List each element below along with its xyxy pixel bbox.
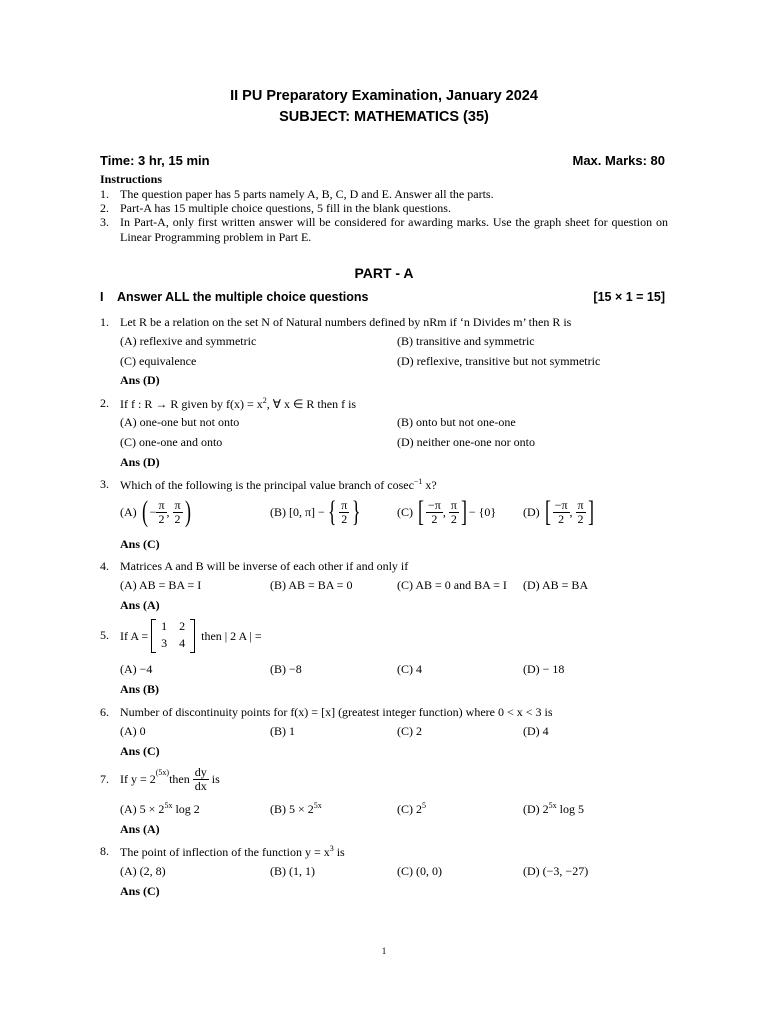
- instruction-num: 2.: [100, 201, 109, 215]
- option-c: (C) one-one and onto: [120, 435, 223, 449]
- option-b: (B) 1: [270, 724, 295, 738]
- option-d: (D) 4: [523, 724, 549, 738]
- option-a: (A) −4: [120, 662, 153, 676]
- option-c: (C) 4: [397, 662, 422, 676]
- question-number: 4.: [100, 559, 109, 573]
- option-b: (B) AB = BA = 0: [270, 578, 353, 592]
- page-number: 1: [381, 946, 387, 956]
- option-a: (A) reflexive and symmetric: [120, 334, 257, 348]
- question-text: The point of inflection of the function $y = x^3$ is: [120, 844, 345, 859]
- instructions-heading: Instructions: [100, 172, 163, 186]
- max-marks: Max. Marks: 80: [572, 153, 665, 168]
- instruction-text-cont: Linear Programming problem in Part E.: [120, 230, 312, 244]
- question-text: If A = 1 2 3 4 then | 2 A | =: [120, 617, 262, 655]
- answer: Ans (A): [120, 598, 160, 612]
- question-number: 3.: [100, 477, 109, 491]
- option-a: (A) $5 \times 2^{5x}$ log 2: [120, 801, 200, 816]
- answer: Ans (C): [120, 744, 160, 758]
- answer: Ans (D): [120, 373, 160, 387]
- option-d: (D) AB = BA: [523, 578, 589, 592]
- option-d: (D) neither one-one nor onto: [397, 435, 535, 449]
- question-text: Matrices A and B will be inverse of each other if and only if: [120, 559, 409, 573]
- part-title: PART - A: [354, 265, 414, 281]
- option-c: (C) $2^5$: [397, 801, 426, 816]
- option-d: (D) [ $\frac{-\pi}{2}$ , $\frac{\pi}{2}$ ]: [523, 495, 594, 528]
- option-a: (A) AB = BA = I: [120, 578, 202, 592]
- question-text: Let R be a relation on the set N of Natural numbers defined by nRm if ‘n Divides m’ then R is: [120, 315, 572, 329]
- option-a: (A) ( − $\frac{\pi}{2}$ , $\frac{\pi}{2}$ ): [120, 495, 191, 528]
- option-b: (B) [0, π] − { $\frac{\pi}{2}$ }: [270, 495, 361, 528]
- option-c: (C) equivalence: [120, 354, 197, 368]
- answer: Ans (D): [120, 455, 160, 469]
- instruction-text: In Part-A, only first written answer will be considered for awarding marks. Use the graph sheet for question on: [120, 215, 668, 229]
- answer: Ans (C): [120, 537, 160, 551]
- option-a: (A) (2, 8): [120, 864, 166, 878]
- section-number: I: [100, 290, 104, 304]
- question-number: 1.: [100, 315, 109, 329]
- option-c: (C) (0, 0): [397, 864, 442, 878]
- question-number: 2.: [100, 396, 109, 410]
- section-marks: [15 × 1 = 15]: [593, 290, 665, 304]
- question-number: 8.: [100, 844, 109, 858]
- option-b: (B) onto but not one-one: [397, 415, 516, 429]
- option-d: (D) (−3, −27): [523, 864, 589, 878]
- instruction-text: The question paper has 5 parts namely A, B, C, D and E. Answer all the parts.: [120, 187, 494, 201]
- section-instruction: Answer ALL the multiple choice questions: [117, 290, 369, 304]
- question-number: 7.: [100, 772, 109, 786]
- answer: Ans (B): [120, 682, 160, 696]
- option-c: (C) 2: [397, 724, 422, 738]
- instruction-text: Part-A has 15 multiple choice questions, 5 fill in the blank questions.: [120, 201, 451, 215]
- question-number: 5.: [100, 628, 109, 642]
- answer: Ans (C): [120, 884, 160, 898]
- option-d: (D) − 18: [523, 662, 565, 676]
- answer: Ans (A): [120, 822, 160, 836]
- option-d: (D) $2^{5x}$ log 5: [523, 801, 585, 816]
- option-c: (C) [ $\frac{-\pi}{2}$ , $\frac{\pi}{2}$ ] − {0}: [397, 495, 497, 528]
- question-text: If y = 2 $^{(5x)}$ then $\frac{dy}{dx}$ is: [120, 764, 220, 793]
- exam-time: Time: 3 hr, 15 min: [100, 153, 210, 168]
- derivative-fraction: $\frac{dy}{dx}$: [194, 764, 207, 793]
- exam-title: II PU Preparatory Examination, January 2024: [230, 88, 538, 104]
- instruction-num: 1.: [100, 187, 109, 201]
- option-a: (A) 0: [120, 724, 146, 738]
- option-d: (D) reflexive, transitive but not symmetric: [397, 354, 601, 368]
- option-b: (B) $5 \times 2^{5x}$: [270, 801, 322, 816]
- option-a: (A) one-one but not onto: [120, 415, 240, 429]
- option-c: (C) AB = 0 and BA = I: [397, 578, 507, 592]
- instruction-num: 3.: [100, 215, 109, 229]
- question-number: 6.: [100, 705, 109, 719]
- question-text: Which of the following is the principal value branch of cosec$^{-1}$ x?: [120, 477, 437, 492]
- question-text: Number of discontinuity points for f(x) = [x] (greatest integer function) where 0 < x < 3 is: [120, 705, 553, 719]
- option-b: (B) transitive and symmetric: [397, 334, 535, 348]
- question-text: If f : R → R given by $f(x) = x^2$, ∀ x ∈ R then f is: [120, 396, 357, 411]
- option-b: (B) −8: [270, 662, 302, 676]
- matrix-A: 1 2 3 4: [151, 619, 195, 653]
- option-b: (B) (1, 1): [270, 864, 315, 878]
- exam-subject: SUBJECT: MATHEMATICS (35): [279, 109, 489, 125]
